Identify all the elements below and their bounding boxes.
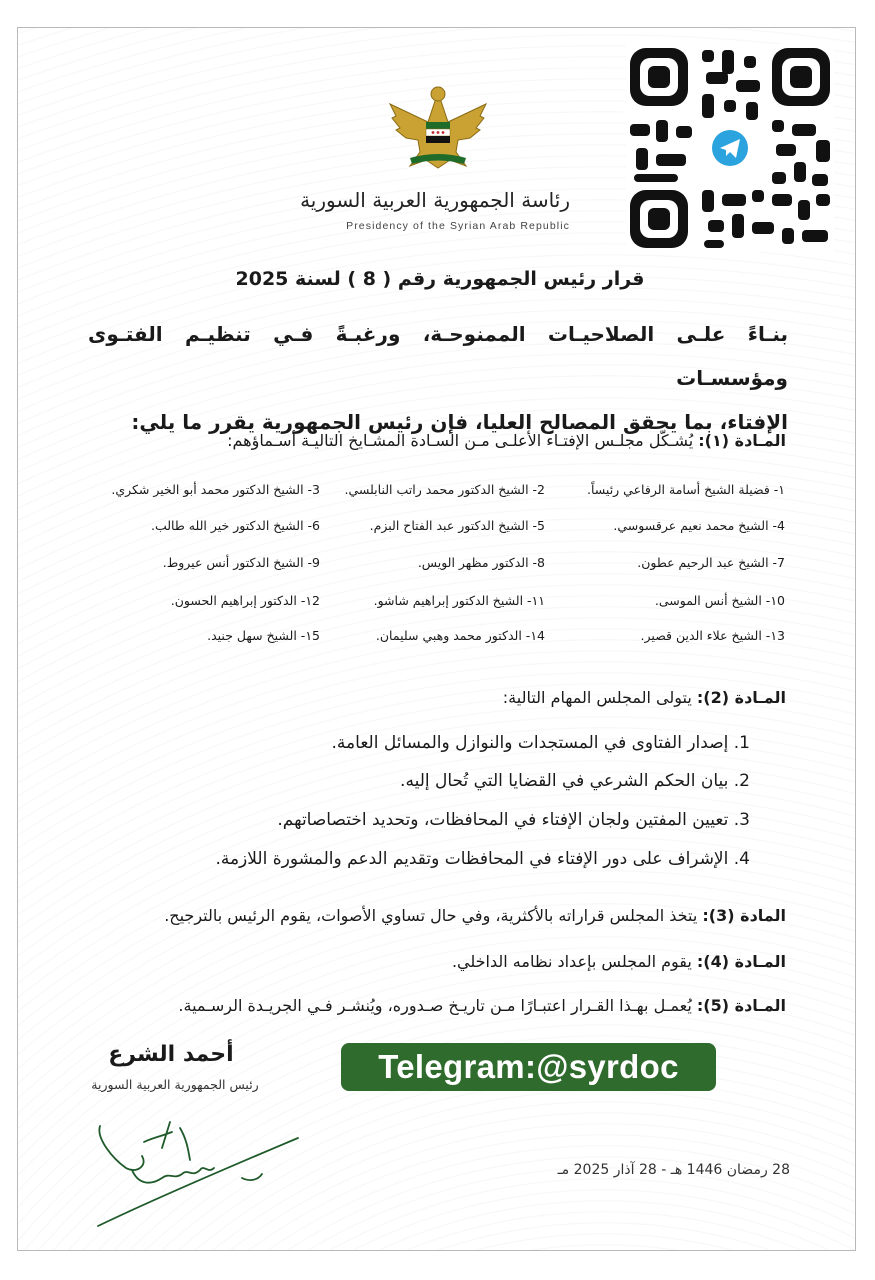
member-6: 6- الشيخ الدكتور خير الله طالب.: [151, 518, 320, 533]
task-1: 1. إصدار الفتاوى في المستجدات والنوازل والمسائل العامة.: [331, 733, 750, 753]
article-4-text: يقوم المجلس بإعداد نظامه الداخلي.: [451, 952, 697, 971]
task-3: 3. تعيين المفتين ولجان الإفتاء في المحافظات، وتحديد اختصاصاتهم.: [277, 810, 750, 830]
decree-preamble: [88, 312, 788, 444]
handwritten-signature-icon: [92, 1108, 312, 1230]
member-1: ١- فضيلة الشيخ أسامة الرفاعي رئيساً.: [586, 482, 785, 497]
telegram-channel-badge[interactable]: Telegram:@syrdoc: [341, 1043, 716, 1091]
member-11: ١١- الشيخ الدكتور إبراهيم شاشو.: [373, 593, 545, 608]
article-2-heading: [88, 688, 786, 707]
member-8: 8- الدكتور مظهر الويس.: [417, 555, 545, 570]
article-4-label: المـادة (4):: [696, 952, 786, 971]
task-2: 2. بيان الحكم الشرعي في القضايا التي تُحال إليه.: [400, 771, 750, 791]
article-1-label: المـادة (١):: [698, 431, 786, 450]
task-4: 4. الإشراف على دور الإفتاء في المحافظات وتقديم الدعم والمشورة اللازمة.: [215, 849, 750, 869]
article-3: [60, 906, 786, 925]
preamble-line-1: بنـاءً علـى الصلاحيـات الممنوحـة، ورغبـةً فـي تنظيـم الفتـوى ومؤسسـات: [88, 322, 788, 390]
member-5: 5- الشيخ الدكتور عبد الفتاح البزم.: [369, 518, 545, 533]
preamble-line-2: الإفتاء، بما يحقق المصالح العليا، فإن رئيس الجمهورية يقرر ما يلي:: [131, 410, 788, 434]
member-9: 9- الشيخ الدكتور أنس عيروط.: [162, 555, 320, 570]
member-13: ١3- الشيخ علاء الدين قصير.: [640, 628, 785, 643]
article-1-heading: [88, 431, 786, 450]
article-2-text: يتولى المجلس المهام التالية:: [502, 688, 697, 707]
member-15: ١5- الشيخ سهل جنيد.: [207, 628, 320, 643]
article-1-text: يُشـكّل مجلـس الإفتـاء الأعلـى مـن السـادة المشـايخ التاليـة أسـماؤهم:: [227, 431, 699, 450]
member-10: ١0- الشيخ أنس الموسى.: [654, 593, 785, 608]
member-12: ١2- الدكتور إبراهيم الحسون.: [170, 593, 320, 608]
member-2: 2- الشيخ الدكتور محمد راتب النابلسي.: [344, 482, 545, 497]
member-7: 7- الشيخ عبد الرحيم عطون.: [637, 555, 785, 570]
article-2-label: المـادة (2):: [696, 688, 786, 707]
article-5-label: المـادة (5):: [696, 996, 786, 1015]
signer-role: رئيس الجمهورية العربية السورية: [91, 1077, 259, 1092]
telegram-qr-code-icon[interactable]: [626, 44, 834, 252]
decree-date: 28 رمضان 1446 هـ - 28 آذار 2025 مـ: [557, 1162, 790, 1178]
article-3-text: يتخذ المجلس قراراته بالأكثرية، وفي حال تساوي الأصوات، يقوم الرئيس بالترجيح.: [164, 906, 703, 925]
member-14: ١4- الدكتور محمد وهبي سليمان.: [375, 628, 545, 643]
member-3: 3- الشيخ الدكتور محمد أبو الخير شكري.: [111, 482, 320, 497]
presidency-title-en: Presidency of the Syrian Arab Republic: [346, 220, 570, 232]
article-5-text: يُعمـل بهـذا القـرار اعتبـارًا مـن تاريـخ صـدوره، ويُنشـر فـي الجريـدة الرسـمية.: [178, 996, 697, 1015]
member-4: 4- الشيخ محمد نعيم عرقسوسي.: [613, 518, 785, 533]
syrian-eagle-emblem-icon: [388, 82, 488, 174]
presidency-title-ar: رئاسة الجمهورية العربية السورية: [300, 188, 570, 212]
article-5: [60, 996, 786, 1015]
article-4: [60, 952, 786, 971]
decree-title: قرار رئيس الجمهورية رقم ( 8 ) لسنة 2025: [235, 268, 645, 290]
article-3-label: المادة (3):: [702, 906, 786, 925]
signer-name: أحمد الشرع: [108, 1042, 234, 1067]
